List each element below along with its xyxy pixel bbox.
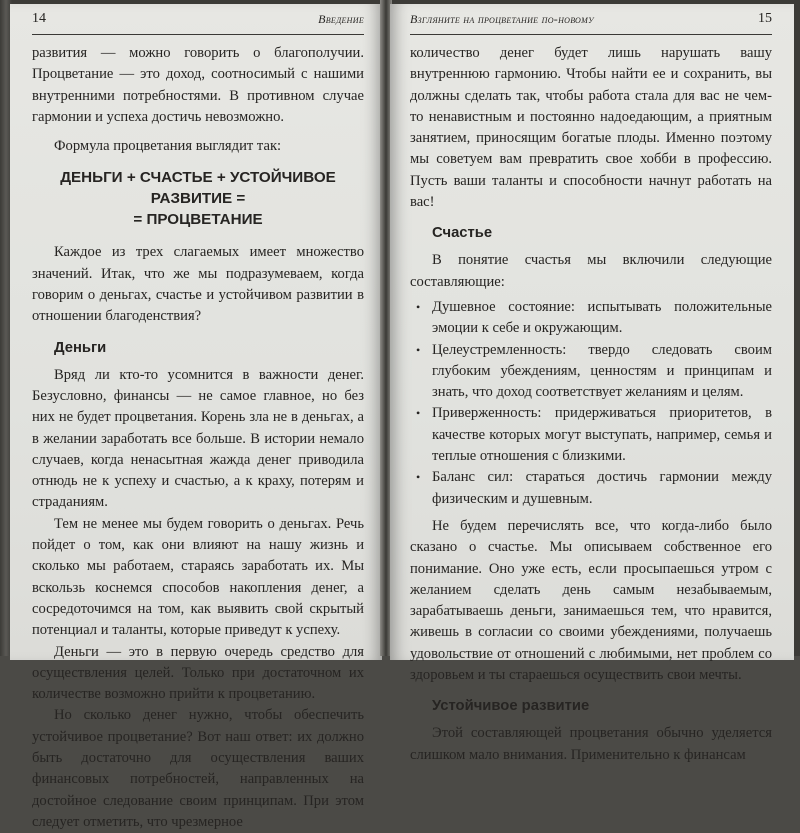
paragraph: Этой составляющей процветания обычно уделяется слишком мало внимания. Применительно к финансам — [410, 725, 772, 763]
bullet-icon: • — [416, 406, 421, 421]
section-heading-happiness: Счастье — [432, 225, 493, 242]
list-item — [410, 467, 772, 510]
paragraph: Но сколько денег нужно, чтобы обеспечить устойчивое процветание? Вот наш ответ: их должно быть достаточно для осуществления ваших финансовых потребностей, направленных на достойное следование своим принципам. При этом следует отметить, что чрезмерное — [32, 707, 364, 830]
paragraph: Деньги — это в первую очередь средство для осуществления целей. Только при достаточном их количестве возможно прийти к процветанию. — [32, 643, 364, 703]
page-number-left: 14 — [32, 11, 46, 26]
list-item-text: Приверженность: придерживаться приоритетов, в качестве которых могут выступать, например, семья и теплые отношения с близкими. — [432, 405, 772, 465]
paragraph: В понятие счастья мы включили следующие составляющие: — [410, 252, 772, 290]
happiness-list — [410, 297, 772, 510]
list-item-text: Душевное состояние: испытывать положительные эмоции к себе и окружающим. — [432, 298, 772, 337]
paragraph: Не будем перечислять все, что когда-либо было сказано о счастье. Мы описываем собственное его понимание. Оно уже есть, если просыпаешься утром с желанием сделать день самым незабываемым, зарабатываешь деньги, занимаешься тем, что нравится, живешь в согласии со своими убеждениями, получаешь удовольствие от отношений с любимыми, нет проблем со здоровьем и ты стараешься осуществить свои мечты. — [410, 517, 772, 684]
right-page — [390, 4, 794, 763]
list-item — [410, 297, 772, 340]
list-item-text: Целеустремленность: твердо следовать своим глубоким убеждениям, ценностям и принципам и знать, что доход соответствует желаниям и целям. — [432, 341, 772, 401]
list-item — [410, 403, 772, 467]
prosperity-formula — [32, 167, 364, 230]
paragraph: количество денег будет лишь нарушать вашу внутреннюю гармонию. Чтобы найти ее и сохранить, вы должны сделать так, чтобы работа стала для вас не чем-то ненавистным и постоянно надоедающим, а приятным занятием, приносящим богатые плоды. Именно поэтому мы советуем вам превратить свое хобби в профессию. Пусть ваши таланты и способности начнут работать на вас! — [410, 45, 772, 211]
page-number-right: 15 — [758, 11, 772, 26]
bullet-icon: • — [416, 470, 421, 485]
right-page-content — [410, 35, 772, 766]
running-head-title-left: Введение — [318, 12, 364, 26]
paragraph: Тем не менее мы будем говорить о деньгах. Речь пойдет о том, как они влияют на нашу жизнь и сколько мы работаем, стараясь заработать их. Мы вскользь коснемся способов накопления денег, а сосредоточимся на том, как выявить свой скрытый потенциал и таланты, которые приведут к успеху. — [32, 515, 364, 639]
paragraph: Вряд ли кто-то усомнится в важности денег. Безусловно, финансы — не самое главное, но без них не будет процветания. Корень зла не в деньгах, а в желании заработать все больше. В истории немало случаев, когда ненасытная жажда денег приводила отнюдь не к успеху и счастью, а к краху, потерям и страданиям. — [32, 366, 364, 511]
paragraph: развития — можно говорить о благополучии. Процветание — это доход, соотносимый с нашими внутренними потребностями. В противном случае гармонии и успеха достичь невозможно. — [32, 45, 364, 125]
section-heading-money: Деньги — [54, 339, 107, 356]
running-head-title-right: Взгляните на процветание по-новому — [410, 12, 594, 26]
left-page — [10, 4, 382, 830]
paragraph: Каждое из трех слагаемых имеет множество значений. Итак, что же мы подразумеваем, когда говорим о деньгах, счастье и устойчивом развитии в отношении благоденствия? — [32, 244, 364, 325]
paragraph: Формула процветания выглядит так: — [54, 138, 282, 155]
formula-line: = ПРОЦВЕТАНИЕ — [133, 211, 263, 229]
left-page-content — [32, 35, 364, 833]
list-item — [410, 340, 772, 404]
bullet-icon: • — [416, 342, 421, 357]
formula-line: ДЕНЬГИ + СЧАСТЬЕ + УСТОЙЧИВОЕ РАЗВИТИЕ = — [60, 169, 336, 208]
section-heading-development: Устойчивое развитие — [432, 698, 590, 715]
list-item-text: Баланс сил: стараться достичь гармонии между физическим и душевным. — [432, 469, 772, 507]
right-running-head — [410, 4, 772, 35]
bullet-icon: • — [416, 299, 421, 314]
left-running-head — [32, 4, 364, 35]
